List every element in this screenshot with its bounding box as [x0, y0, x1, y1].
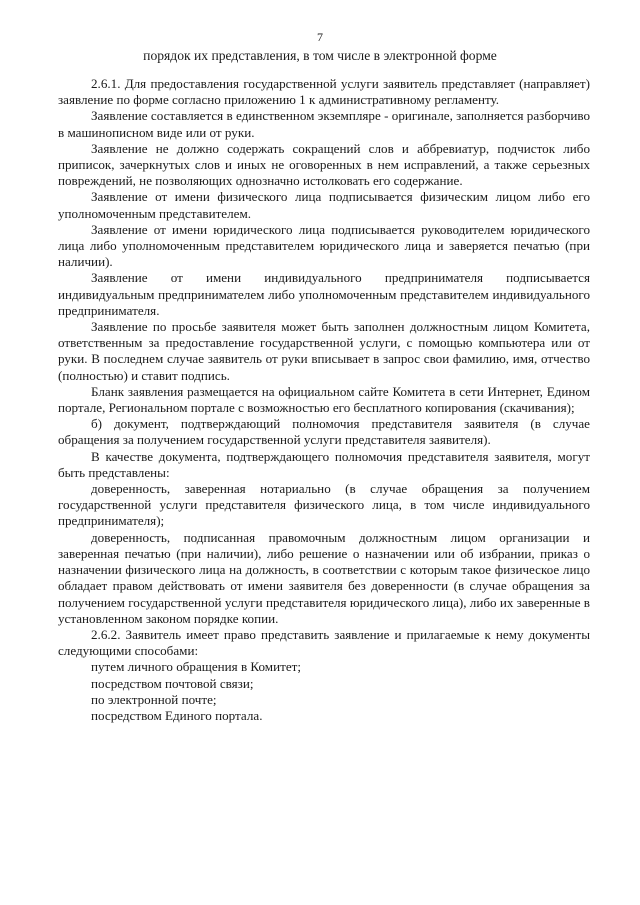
- list-item: посредством Единого портала.: [91, 707, 263, 723]
- paragraph: Заявление от имени физического лица подписывается физическим лицом либо его уполномоченным представителем.: [58, 189, 590, 221]
- list-item: путем личного обращения в Комитет;: [91, 659, 301, 675]
- list-item: посредством почтовой связи;: [91, 675, 254, 691]
- paragraph: В качестве документа, подтверждающего полномочия представителя заявителя, могут быть представлены:: [58, 448, 590, 480]
- paragraph: Бланк заявления размещается на официальном сайте Комитета в сети Интернет, Едином портале, Региональном портале с возможностью его бесплатного копирования (скачивания);: [58, 383, 590, 416]
- paragraph: Заявление по просьбе заявителя может быть заполнен должностным лицом Комитета, ответственным за предоставление государственной услуги, с помощью компьютера или от руки. В последнем случае заявитель от руки вписывает в запрос свои фамилию, имя, отчество (полностью) и ставит подпись.: [58, 319, 590, 383]
- paragraph: Заявление от имени юридического лица подписывается руководителем юридического лица либо уполномоченным представителем юридического лица и заверяется печатью (при наличии).: [58, 221, 590, 270]
- paragraph: б) документ, подтверждающий полномочия представителя заявителя (в случае обращения за получением государственной услуги представителя заявителя).: [58, 416, 590, 448]
- section-heading: порядок их представления, в том числе в электронной форме: [143, 48, 497, 63]
- paragraph: Заявление не должно содержать сокращений слов и аббревиатур, подчисток либо приписок, зачеркнутых слов и иных не оговоренных в нем исправлений, а также серьезных повреждений, не позволяющих однозначно истолковать его содержание.: [58, 140, 590, 189]
- page-number: 7: [317, 30, 323, 44]
- paragraph: 2.6.1. Для предоставления государственной услуги заявитель представляет (направляет) заявление по форме согласно приложению 1 к административному регламенту.: [58, 76, 590, 108]
- paragraph: доверенность, заверенная нотариально (в случае обращения за получением государственной услуги представителя физического лица, в том числе индивидуального предпринимателя);: [58, 481, 590, 529]
- paragraph: доверенность, подписанная правомочным должностным лицом организации и заверенная печатью (при наличии), либо решение о назначении или об избрании, приказ о назначении физического лица на должность, в соответствии с которым такое физическое лицо обладает правом действовать от имени заявителя без доверенности (в случае обращения за получением государственной услуги представителя юридического лица), либо их заверенные в установленном законом порядке копии.: [58, 529, 590, 626]
- paragraph: Заявление составляется в единственном экземпляре - оригинале, заполняется разборчиво в машинописном виде или от руки.: [58, 108, 590, 140]
- list-item: по электронной почте;: [91, 691, 217, 707]
- paragraph: 2.6.2. Заявитель имеет право представить заявление и прилагаемые к нему документы следующими способами:: [58, 626, 590, 659]
- document-body: [58, 76, 590, 724]
- paragraph: Заявление от имени индивидуального предпринимателя подписывается индивидуальным предпринимателем либо уполномоченным представителем индивидуального предпринимателя.: [58, 270, 590, 318]
